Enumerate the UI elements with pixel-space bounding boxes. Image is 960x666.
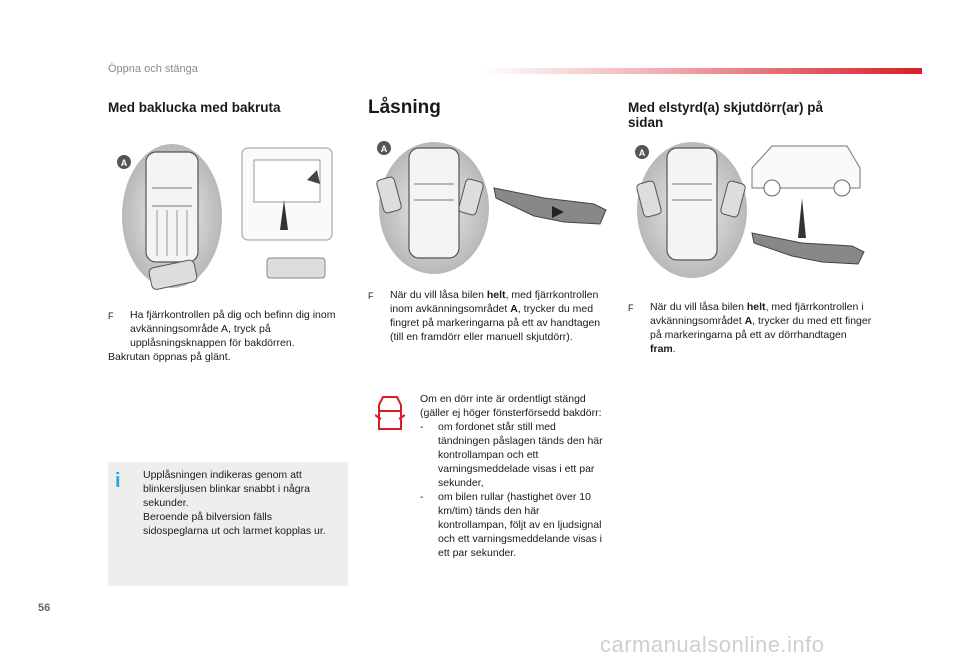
col3-title [628,100,868,130]
door-handle-hand [494,188,606,224]
page-number: 56 [38,602,51,614]
dash: - [420,421,424,433]
car-top-view [146,152,198,262]
col1-bullet-text: Ha fjärrkontrollen på dig och befinn dig inom avkänningsområde A, tryck på upplåsningsknappen för bakdörren. [130,309,336,349]
watermark: carmanualsonline.info [600,632,825,657]
bullet-symbol: F [628,303,634,313]
marker-a-text: A [380,144,388,154]
marker-a-text: A [120,158,128,168]
col1-title: Med baklucka med bakruta [108,100,281,115]
title-line: Med elstyrd(a) skjutdörr(ar) på [628,100,824,115]
text-bold: A [510,303,518,315]
tailgate-unlock-illustration [112,140,337,295]
text-run: , med fjärrkontrollen inom avkänningsområdet [390,289,599,315]
warning-item [420,420,610,490]
text-run: När du vill låsa bilen [650,301,747,313]
arrow-pointer [798,198,806,238]
warning-intro: Om en dörr inte är ordentligt stängd (gäller ej höger fönsterförsedd bakdörr: [420,393,602,419]
dash: - [420,491,424,503]
info-icon: i [115,470,121,492]
col2-bullet-text [390,288,605,344]
text-run: , trycker du med ett finger på markeringarna på ett av dörrhandtagen [650,315,872,341]
warning-item [420,490,610,560]
col2-title: Låsning [368,97,441,118]
warning-item-text: om bilen rullar (hastighet över 10 km/tim) tänds den här kontrollampan, följt av en ljudsignal och ett varningsmeddelande visas i ett par sekunder. [438,491,603,559]
bullet-symbol: F [368,291,374,301]
text-run: . [672,343,676,355]
text-bold: helt [486,289,506,301]
door-handle-hand [752,233,864,264]
door-open-warning-icon [375,395,405,433]
text-run: När du vill låsa bilen [390,289,487,301]
text-bold: A [744,315,753,327]
tailgate-handle [267,258,325,278]
title-line: sidan [628,115,664,130]
col1-note: Bakrutan öppnas på glänt. [108,351,231,363]
locking-illustration [374,138,614,276]
info-text [143,468,343,538]
warning-item-text: om fordonet står still med tändningen påslagen tänds den här kontrollampan och ett varningsmeddelade visas i ett par sekunder, [438,421,603,489]
text-run: , trycker du med fingret på markeringarna på ett av handtagen (till en framdörr eller manuell skjutdörr). [390,303,601,343]
header-accent-bar [480,68,922,74]
text-run: , med fjärrkontrollen i avkänningsområdet [650,301,864,327]
sliding-door-illustration [632,138,872,283]
text-bold: fram [650,343,673,355]
car-top-view [409,148,459,258]
info-line: sidospeglarna ut och larmet kopplas ur. [143,525,326,537]
col3-bullet-text [650,300,875,356]
info-line: Beroende på bilversion fälls [143,511,272,523]
info-line: Upplåsningen indikeras genom att [143,469,302,481]
info-line: sekunder. [143,497,189,509]
car-top-view [667,148,717,260]
section-header: Öppna och stänga [108,63,198,75]
warning-text [420,392,610,560]
info-line: blinkersljusen blinkar snabbt i några [143,483,310,495]
text-bold: helt [746,301,766,313]
marker-a-text: A [638,148,646,158]
bullet-symbol: F [108,311,114,321]
